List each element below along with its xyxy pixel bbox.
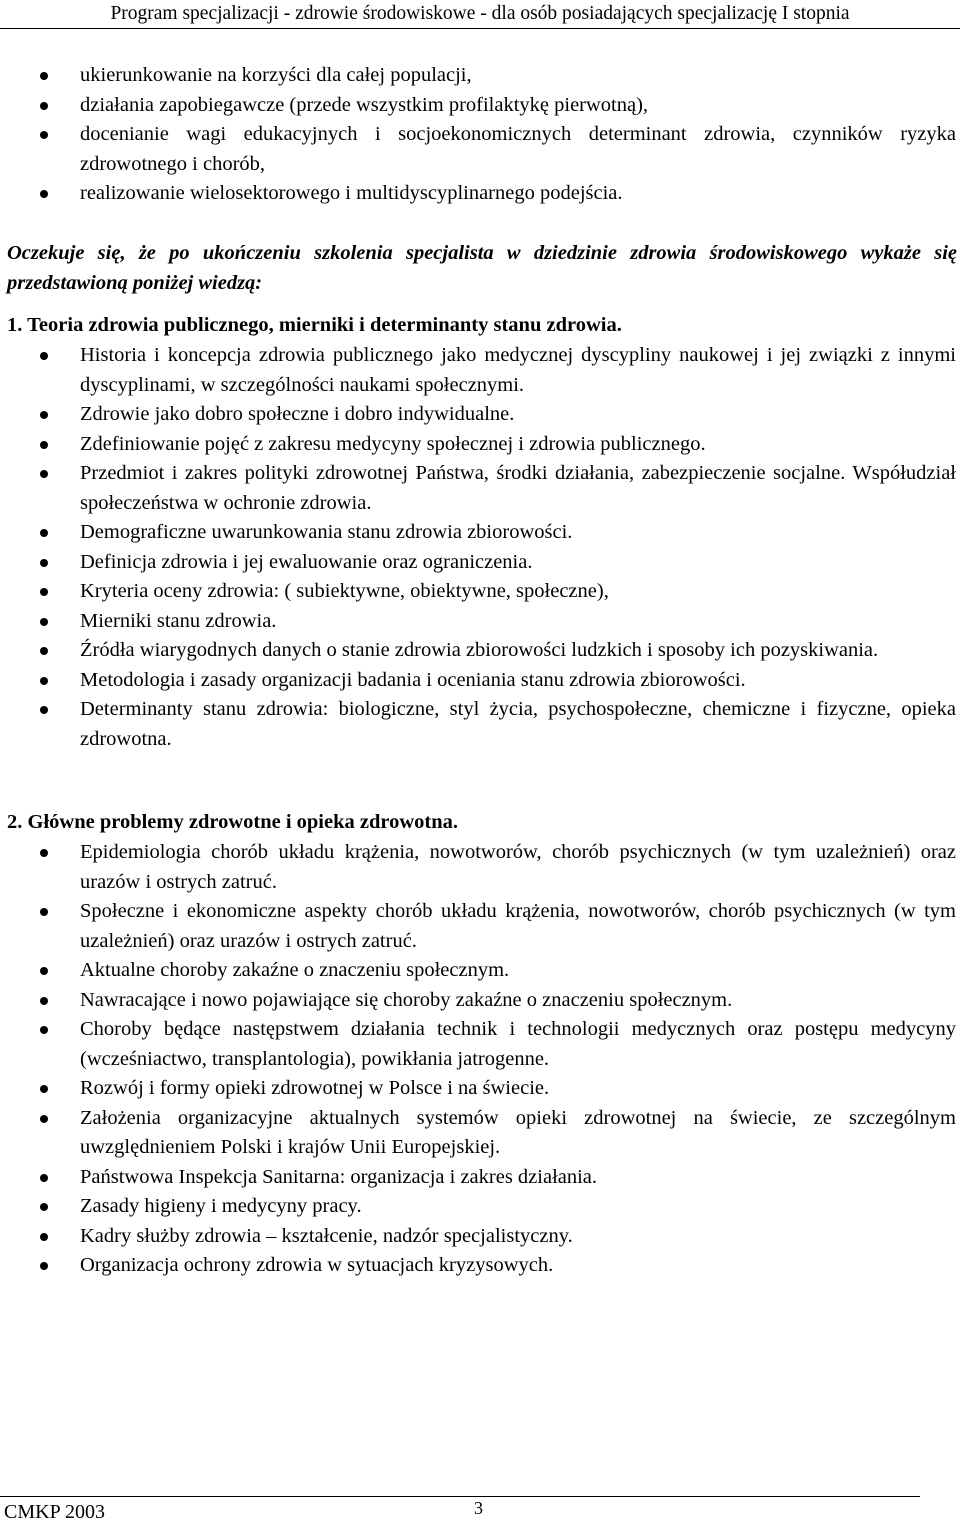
list-item: ukierunkowanie na korzyści dla całej populacji, bbox=[0, 61, 956, 91]
page-header bbox=[0, 0, 960, 29]
list-item: Źródła wiarygodnych danych o stanie zdrowia zbiorowości ludzkich i sposoby ich pozyskiwania. bbox=[0, 636, 956, 666]
section-1-list bbox=[0, 341, 956, 754]
section-2-heading: 2. Główne problemy zdrowotne i opieka zdrowotna. bbox=[7, 811, 459, 833]
list-item: Metodologia i zasady organizacji badania i oceniania stanu zdrowia zbiorowości. bbox=[0, 666, 956, 696]
footer-divider bbox=[0, 1496, 920, 1497]
list-item: Aktualne choroby zakaźne o znaczeniu społecznym. bbox=[0, 956, 956, 986]
list-item: realizowanie wielosektorowego i multidyscyplinarnego podejścia. bbox=[0, 179, 956, 209]
list-item: Państwowa Inspekcja Sanitarna: organizacja i zakres działania. bbox=[0, 1163, 956, 1193]
list-item: Historia i koncepcja zdrowia publicznego jako medycznej dyscypliny naukowej i jej związki z innymi dyscyplinami, w szczególności naukami społecznymi. bbox=[0, 341, 956, 400]
list-item: docenianie wagi edukacyjnych i socjoekonomicznych determinant zdrowia, czynników ryzyka zdrowotnego i chorób, bbox=[0, 120, 956, 179]
list-item: Zasady higieny i medycyny pracy. bbox=[0, 1192, 956, 1222]
list-item: działania zapobiegawcze (przede wszystkim profilaktykę pierwotną), bbox=[0, 91, 956, 121]
list-item: Zdefiniowanie pojęć z zakresu medycyny społecznej i zdrowia publicznego. bbox=[0, 430, 956, 460]
list-item: Przedmiot i zakres polityki zdrowotnej Państwa, środki działania, zabezpieczenie socjalne. Współudział społeczeństwa w ochronie zdrowia. bbox=[0, 459, 956, 518]
section-2-list bbox=[0, 838, 956, 1281]
list-item: Determinanty stanu zdrowia: biologiczne, styl życia, psychospołeczne, chemiczne i fizyczne, opieka zdrowotna. bbox=[0, 695, 956, 754]
list-item: Kadry służby zdrowia – kształcenie, nadzór specjalistyczny. bbox=[0, 1222, 956, 1252]
list-item: Założenia organizacyjne aktualnych systemów opieki zdrowotnej na świecie, ze szczególnym uwzględnieniem Polski i krajów Unii Europejskiej. bbox=[0, 1104, 956, 1163]
list-item: Epidemiologia chorób układu krążenia, nowotworów, chorób psychicznych (w tym uzależnień) oraz urazów i ostrych zatruć. bbox=[0, 838, 956, 897]
intro-paragraph: Oczekuje się, że po ukończeniu szkolenia specjalista w dziedzinie zdrowia środowiskowego wykaże się przedstawioną poniżej wiedzą: bbox=[7, 242, 957, 294]
list-item: Mierniki stanu zdrowia. bbox=[0, 607, 956, 637]
page-number: 3 bbox=[474, 1498, 483, 1518]
header-title: Program specjalizacji - zdrowie środowiskowe - dla osób posiadających specjalizację I stopnia bbox=[110, 3, 850, 24]
list-item: Społeczne i ekonomiczne aspekty chorób układu krążenia, nowotworów, chorób psychicznych (w tym uzależnień) oraz urazów i ostrych zatruć. bbox=[0, 897, 956, 956]
top-bullet-list bbox=[0, 61, 956, 209]
list-item: Nawracające i nowo pojawiające się choroby zakaźne o znaczeniu społecznym. bbox=[0, 986, 956, 1016]
list-item: Rozwój i formy opieki zdrowotnej w Polsce i na świecie. bbox=[0, 1074, 956, 1104]
list-item: Organizacja ochrony zdrowia w sytuacjach kryzysowych. bbox=[0, 1251, 956, 1281]
footer-org: CMKP 2003 bbox=[4, 1501, 105, 1523]
list-item: Zdrowie jako dobro społeczne i dobro indywidualne. bbox=[0, 400, 956, 430]
section-1-heading: 1. Teoria zdrowia publicznego, mierniki i determinanty stanu zdrowia. bbox=[7, 314, 622, 336]
list-item: Definicja zdrowia i jej ewaluowanie oraz ograniczenia. bbox=[0, 548, 956, 578]
list-item: Choroby będące następstwem działania technik i technologii medycznych oraz postępu medycyny (wcześniactwo, transplantologia), powikłania jatrogenne. bbox=[0, 1015, 956, 1074]
list-item: Demograficzne uwarunkowania stanu zdrowia zbiorowości. bbox=[0, 518, 956, 548]
list-item: Kryteria oceny zdrowia: ( subiektywne, obiektywne, społeczne), bbox=[0, 577, 956, 607]
